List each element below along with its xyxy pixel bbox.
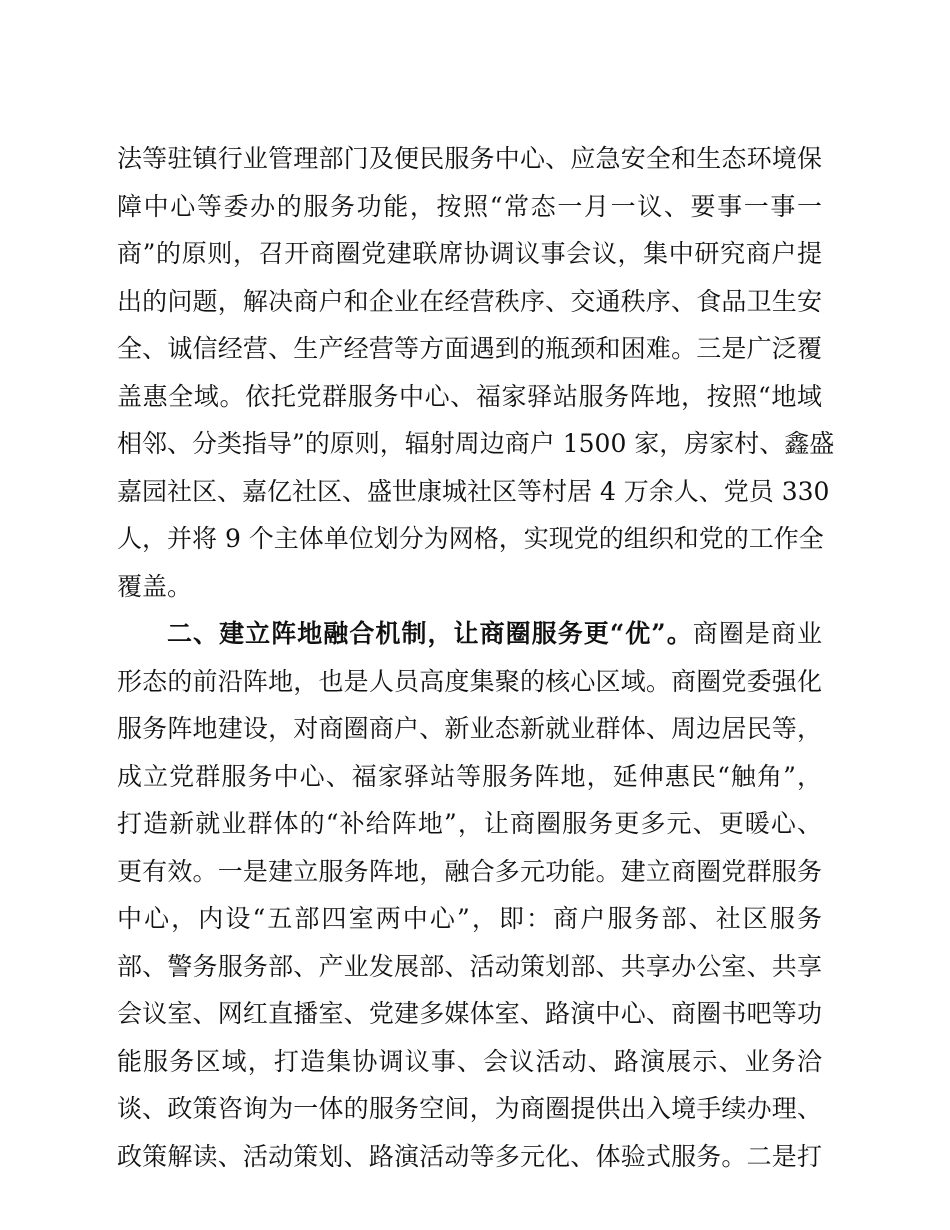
text-line: 人，并将 9 个主体单位划分为网格，实现党的组织和党的工作全 <box>117 524 824 553</box>
paragraph-1 <box>117 135 835 610</box>
text-line: 政策解读、活动策划、路演活动等多元化、体验式服务。二是打 <box>117 1141 822 1171</box>
document-body <box>117 135 835 1180</box>
section-heading: 二、建立阵地融合机制，让商圈服务更“优”。 <box>167 619 693 648</box>
paragraph-first-line <box>117 610 822 658</box>
text-line: 形态的前沿阵地，也是人员高度集聚的核心区域。商圈党委强化 <box>117 666 822 696</box>
text-line: 服务阵地建设，对商圈商户、新业态新就业群体、周边居民等， <box>117 714 822 743</box>
text-line: 更有效。一是建立服务阵地，融合多元功能。建立商圈党群服务 <box>117 856 822 886</box>
text-line: 覆盖。 <box>117 571 193 601</box>
text-line: 出的问题，解决商户和企业在经营秩序、交通秩序、食品卫生安 <box>117 286 822 316</box>
text-line: 打造新就业群体的“补给阵地”，让商圈服务更多元、更暖心、 <box>117 809 822 838</box>
text-line: 中心，内设“五部四室两中心”，即：商户服务部、社区服务 <box>117 904 822 933</box>
text-line: 成立党群服务中心、福家驿站等服务阵地，延伸惠民“触角”， <box>117 761 822 791</box>
text-line: 障中心等委办的服务功能，按照“常态一月一议、要事一事一 <box>117 191 822 221</box>
text-line: 盖惠全域。依托党群服务中心、福家驿站服务阵地，按照“地域 <box>117 381 822 411</box>
text-line: 会议室、网红直播室、党建多媒体室、路演中心、商圈书吧等功 <box>117 999 822 1028</box>
text-line: 商”的原则，召开商圈党建联席协调议事会议，集中研究商户提 <box>117 239 822 268</box>
paragraph-2 <box>117 610 822 1180</box>
text-run: 商圈是商业 <box>692 619 822 648</box>
text-line: 法等驻镇行业管理部门及便民服务中心、应急安全和生态环境保 <box>117 144 822 173</box>
text-line: 全、诚信经营、生产经营等方面遇到的瓶颈和困难。三是广泛覆 <box>117 334 822 363</box>
text-line: 部、警务服务部、产业发展部、活动策划部、共享办公室、共享 <box>117 951 822 981</box>
text-line: 相邻、分类指导”的原则，辐射周边商户 1500 家，房家村、鑫盛 <box>117 429 835 458</box>
text-line: 能服务区域，打造集协调议事、会议活动、路演展示、业务洽 <box>117 1046 822 1076</box>
text-line: 嘉园社区、嘉亿社区、盛世康城社区等村居 4 万余人、党员 330 <box>117 476 830 506</box>
text-line: 谈、政策咨询为一体的服务空间，为商圈提供出入境手续办理、 <box>117 1094 822 1123</box>
